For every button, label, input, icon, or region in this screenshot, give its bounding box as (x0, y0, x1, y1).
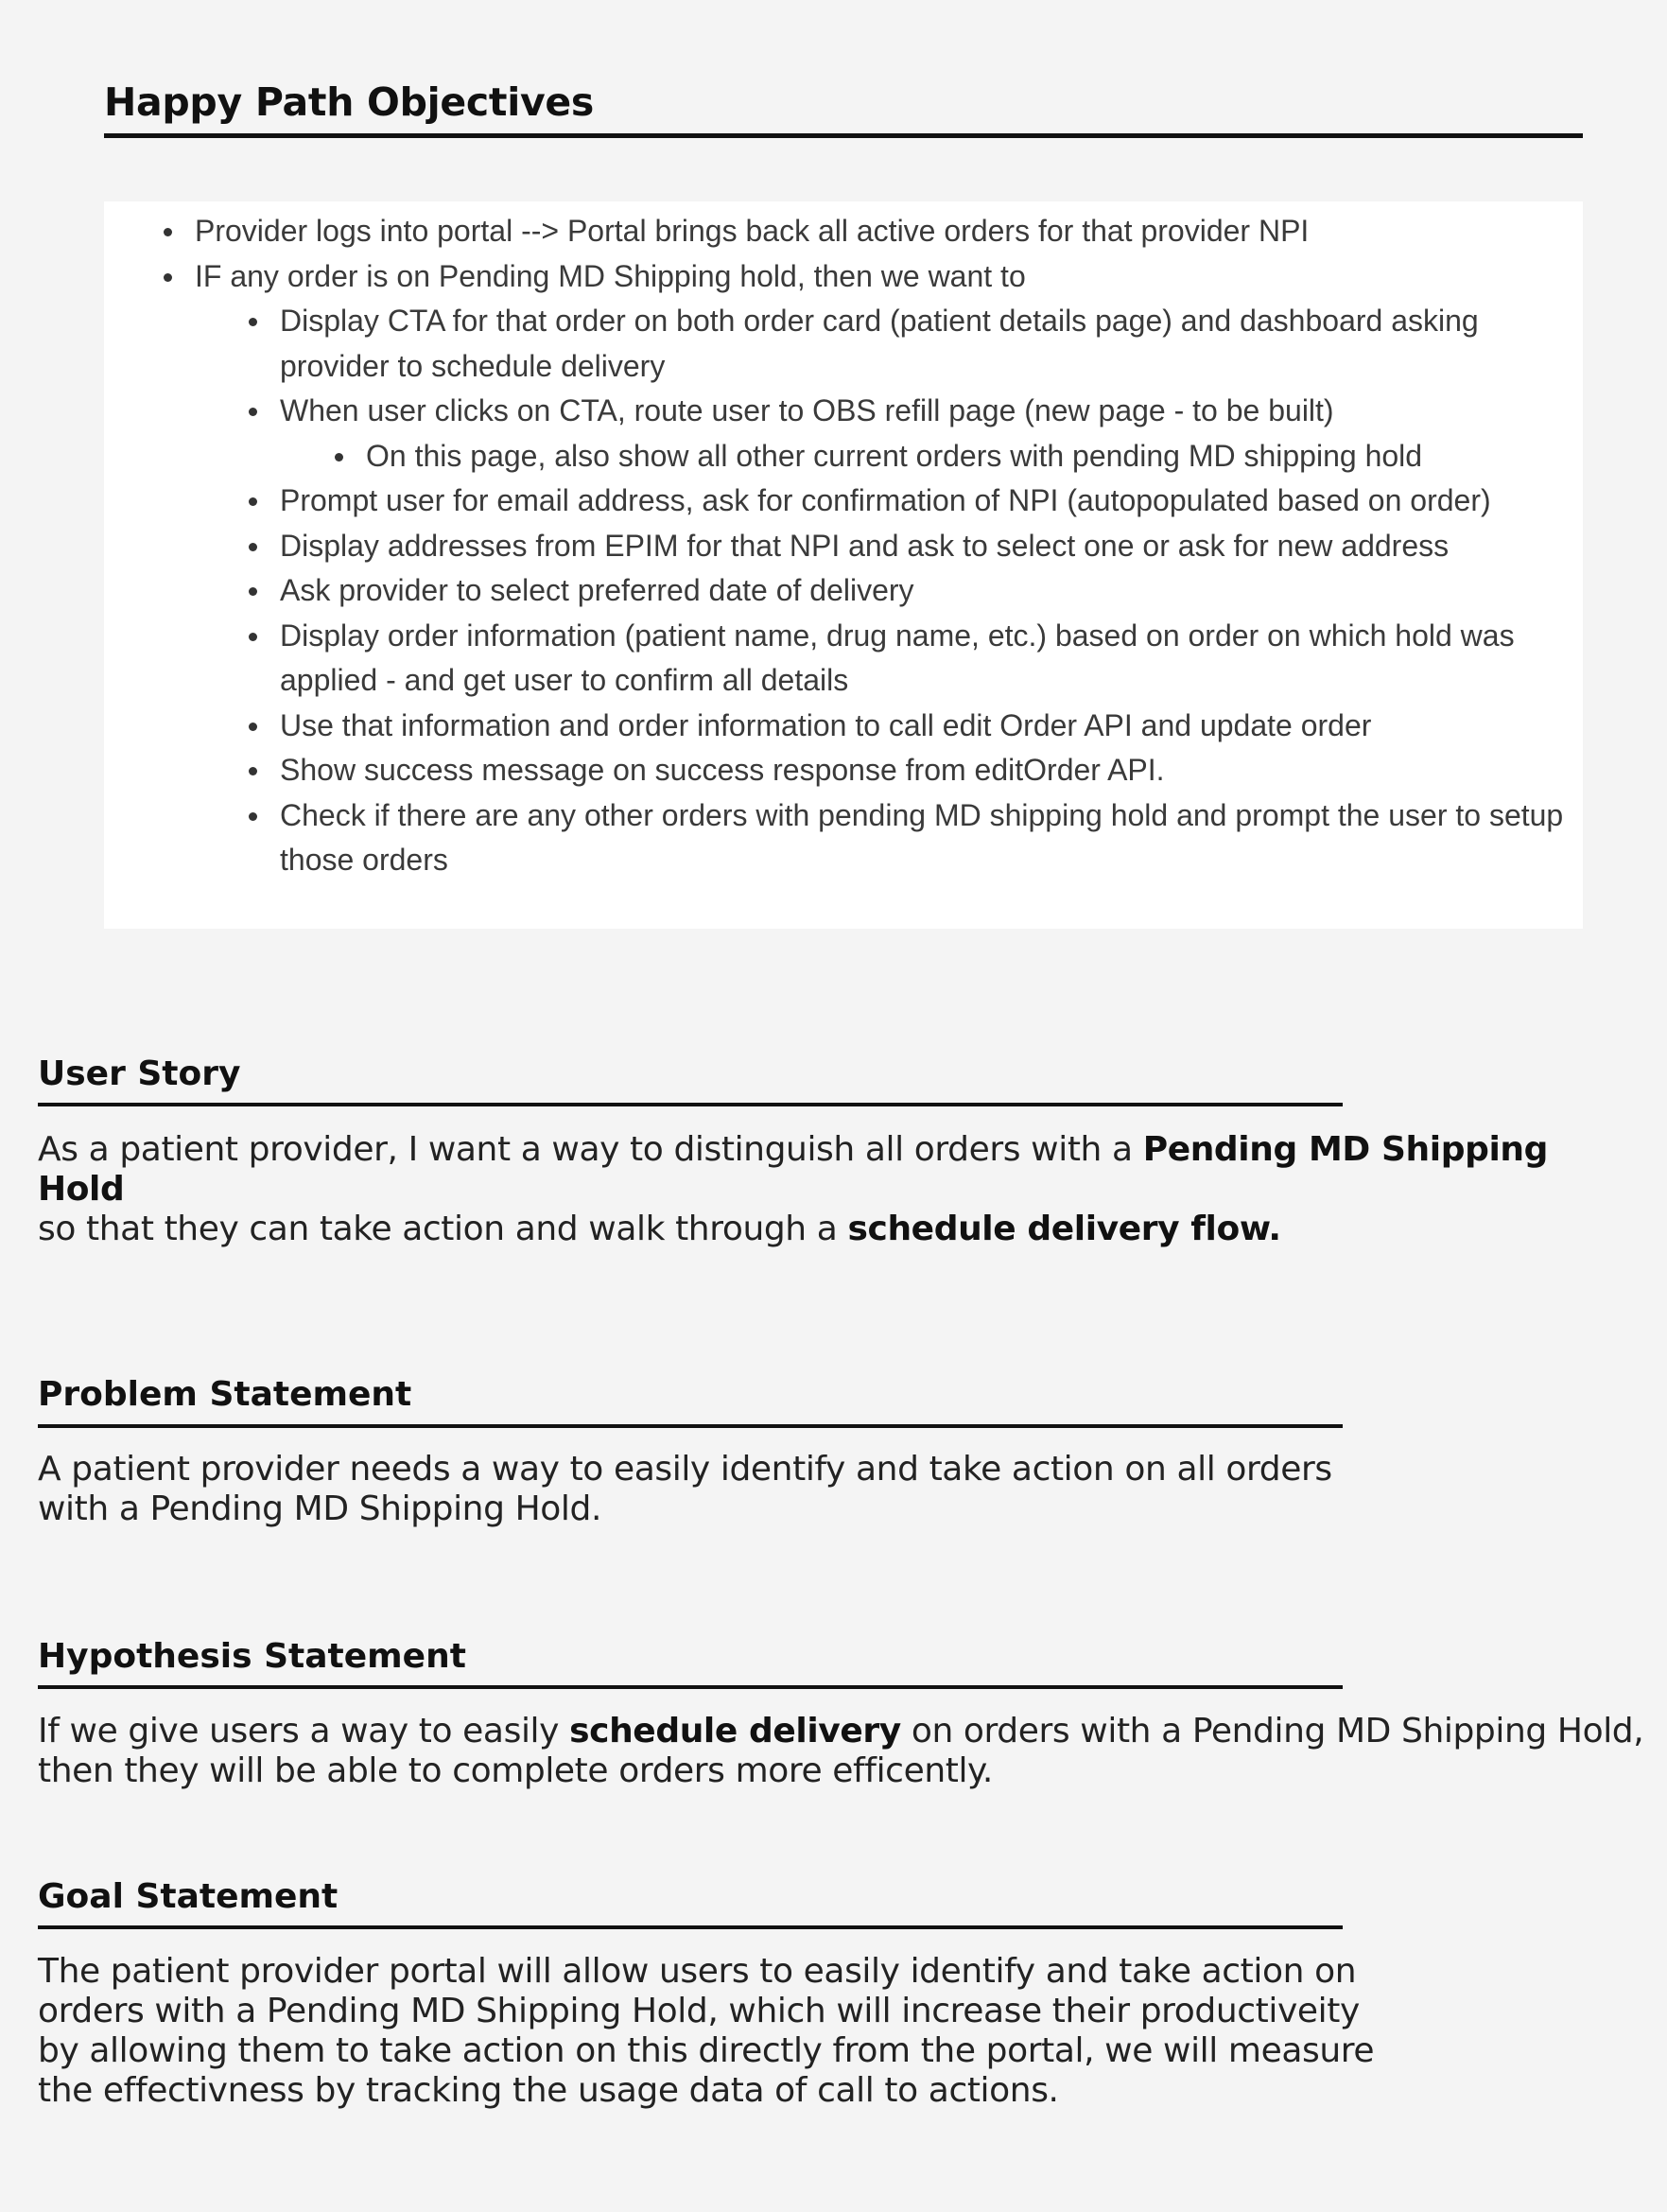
list-item: Display CTA for that order on both order card (patient details page) and dashboard asking provider to schedule delivery (104, 299, 1583, 389)
schedule-delivery-emphasis: schedule delivery (569, 1712, 901, 1750)
happy-path-list (104, 209, 1583, 883)
list-item: IF any order is on Pending MD Shipping hold, then we want to (104, 254, 1583, 300)
list-item: Provider logs into portal --> Portal brings back all active orders for that provider NPI (104, 209, 1583, 254)
goal-statement-text: The patient provider portal will allow users to easily identify and take action on orders with a Pending MD Shipping Hold, which will increase their productiveity by allowing them to take action on this directly from the portal, we will measure the effectivness by tracking the usage data of call to actions. (38, 1952, 1375, 2110)
problem-statement-title: Problem Statement (38, 1375, 412, 1414)
happy-path-objectives-box (104, 201, 1583, 929)
goal-statement-divider (38, 1925, 1343, 1929)
list-item: Show success message on success response from editOrder API. (104, 748, 1583, 793)
problem-statement-text: A patient provider needs a way to easily identify and take action on all orders with a Pending MD Shipping Hold. (38, 1450, 1332, 1528)
list-item: Display addresses from EPIM for that NPI and ask to select one or ask for new address (104, 524, 1583, 569)
pending-md-shipping-hold-emphasis: Pending MD Shipping Hold (38, 1130, 1548, 1209)
hypothesis-statement-text: If we give users a way to easily schedule delivery on orders with a Pending MD Shipping Hold, then they will be able to complete orders more efficently. (38, 1712, 1644, 1790)
list-item: When user clicks on CTA, route user to OBS refill page (new page - to be built) (104, 389, 1583, 434)
user-story-title: User Story (38, 1054, 241, 1093)
list-item: Use that information and order information to call edit Order API and update order (104, 704, 1583, 749)
goal-statement-title: Goal Statement (38, 1877, 339, 1916)
happy-path-divider (104, 133, 1583, 138)
hypothesis-statement-title: Hypothesis Statement (38, 1637, 466, 1676)
list-item: Display order information (patient name, drug name, etc.) based on order on which hold was applied - and get user to confirm all details (104, 614, 1583, 704)
list-item: Prompt user for email address, ask for confirmation of NPI (autopopulated based on order) (104, 479, 1583, 524)
problem-statement-divider (38, 1424, 1343, 1428)
user-story-text: As a patient provider, I want a way to distinguish all orders with a Pending MD Shipping Hold so that they can take action and walk through a schedule delivery flow. (38, 1130, 1548, 1248)
user-story-divider (38, 1103, 1343, 1106)
list-item: Check if there are any other orders with pending MD shipping hold and prompt the user to setup those orders (104, 793, 1583, 883)
happy-path-title: Happy Path Objectives (104, 79, 595, 125)
schedule-delivery-flow-emphasis: schedule delivery flow. (847, 1210, 1281, 1248)
hypothesis-statement-divider (38, 1685, 1343, 1689)
list-item: On this page, also show all other current orders with pending MD shipping hold (104, 434, 1583, 479)
list-item: Ask provider to select preferred date of delivery (104, 568, 1583, 614)
